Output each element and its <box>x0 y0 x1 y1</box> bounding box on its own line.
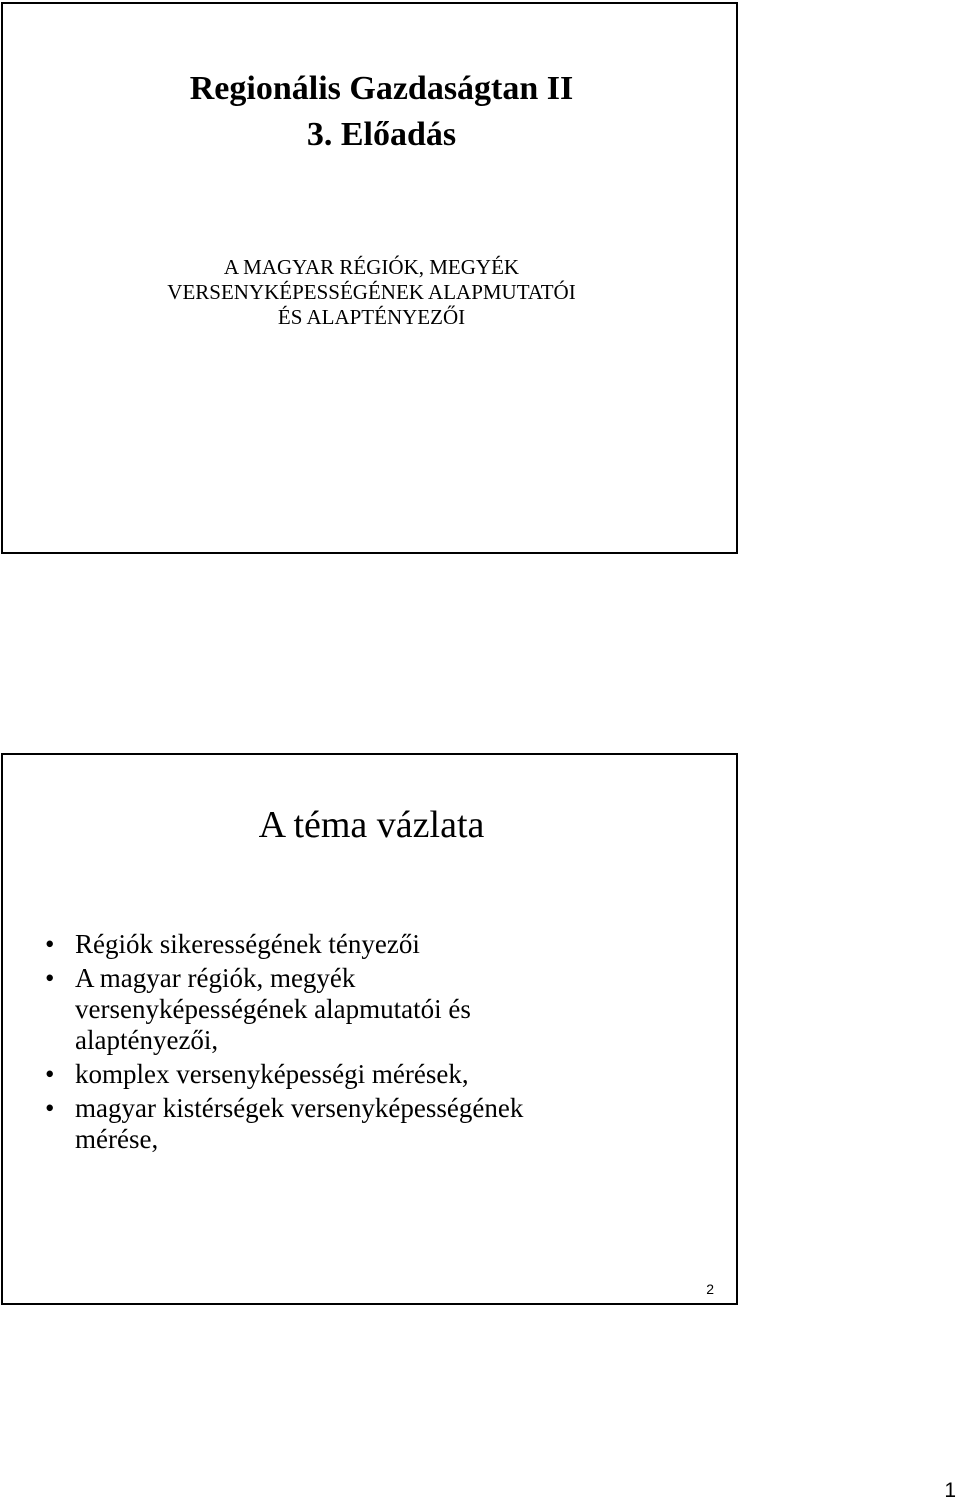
list-item <box>39 929 699 960</box>
slide-1-title <box>3 66 760 158</box>
slide-2-title: A téma vázlata <box>258 804 485 846</box>
outline-list <box>39 929 699 1158</box>
subtitle-line-1: A MAGYAR RÉGIÓK, MEGYÉK <box>223 255 520 279</box>
slide-number: 2 <box>706 1281 714 1297</box>
list-item-text: alaptényezői, <box>75 1025 219 1055</box>
bullet-icon: • <box>45 929 55 959</box>
slide-2 <box>1 753 738 1305</box>
bullet-icon: • <box>45 1093 55 1123</box>
slide-1-subtitle <box>3 255 740 330</box>
title-line-1: Regionális Gazdaságtan II <box>189 70 574 107</box>
list-item <box>39 1059 699 1090</box>
list-item-text: versenyképességének alapmutatói és <box>75 994 471 1024</box>
page-number: 1 <box>944 1479 956 1502</box>
slide-1 <box>1 2 738 554</box>
bullet-icon: • <box>45 1059 55 1089</box>
bullet-icon: • <box>45 963 55 993</box>
subtitle-line-3: ÉS ALAPTÉNYEZŐI <box>277 305 466 329</box>
list-item <box>39 1093 699 1155</box>
list-item-text: mérése, <box>75 1124 159 1154</box>
list-item-text: magyar kistérségek versenyképességének <box>75 1093 524 1123</box>
list-item-text: Régiók sikerességének tényezői <box>75 929 420 959</box>
list-item-text: A magyar régiók, megyék <box>75 963 356 993</box>
subtitle-line-2: VERSENYKÉPESSÉGÉNEK ALAPMUTATÓI <box>167 280 576 304</box>
list-item <box>39 963 699 1056</box>
list-item-text: komplex versenyképességi mérések, <box>75 1059 469 1089</box>
title-line-2: 3. Előadás <box>306 116 457 153</box>
